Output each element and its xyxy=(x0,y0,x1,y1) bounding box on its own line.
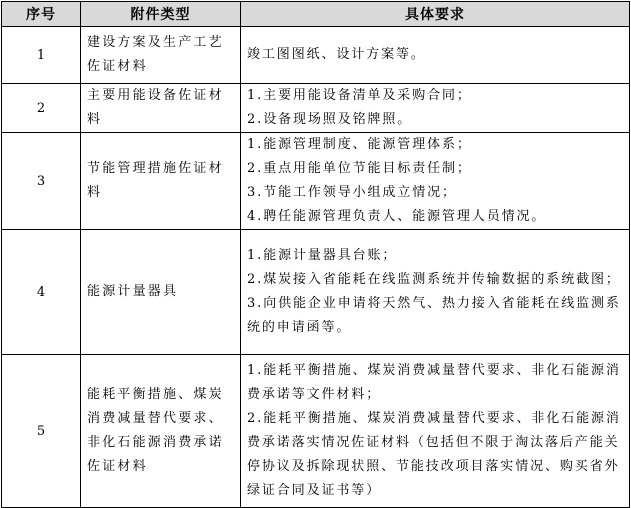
requirement-item: 4.聘任能源管理负责人、能源管理人员情况。 xyxy=(247,209,547,224)
header-type: 附件类型 xyxy=(81,2,241,27)
requirement-item: 竣工图图纸、设计方案等。 xyxy=(247,47,426,62)
header-row xyxy=(2,2,630,27)
row-index: 4 xyxy=(2,230,81,355)
header-requirement: 具体要求 xyxy=(241,2,630,27)
requirement-item: 1.能耗平衡措施、煤炭消费减量替代要求、非化石能源消费承诺等文件材料； xyxy=(247,363,621,402)
requirement-item: 3.节能工作领导小组成立情况； xyxy=(247,185,457,200)
row-index: 3 xyxy=(2,133,81,230)
requirement-item: 2.设备现场照及铭牌照。 xyxy=(247,112,413,127)
table-row xyxy=(2,27,630,84)
row-index: 1 xyxy=(2,27,81,84)
row-type: 能源计量器具 xyxy=(81,230,241,355)
row-requirement xyxy=(241,133,630,230)
requirements-table xyxy=(1,1,630,508)
requirement-item: 1.主要用能设备清单及采购合同； xyxy=(247,88,472,103)
row-type: 主要用能设备佐证材料 xyxy=(81,84,241,133)
requirement-item: 2.重点用能单位节能目标责任制； xyxy=(247,161,472,176)
requirement-item: 1.能源管理制度、能源管理体系； xyxy=(247,137,472,152)
requirement-item: 2.能耗平衡措施、煤炭消费减量替代要求、非化石能源消费承诺落实情况佐证材料（包括但不限于淘汰落后产能关停协议及拆除现状照、节能技改项目落实情况、购买省外绿证合同及证书等） xyxy=(247,411,621,498)
row-type: 节能管理措施佐证材料 xyxy=(81,133,241,230)
requirement-item: 3.向供能企业申请将天然气、热力接入省能耗在线监测系统的申请函等。 xyxy=(247,296,621,335)
row-index: 5 xyxy=(2,355,81,508)
row-requirement xyxy=(241,27,630,84)
row-requirement xyxy=(241,355,630,508)
header-index: 序号 xyxy=(2,2,81,27)
table-row xyxy=(2,133,630,230)
row-type: 能耗平衡措施、煤炭消费减量替代要求、非化石能源消费承诺佐证材料 xyxy=(81,355,241,508)
table-row xyxy=(2,84,630,133)
row-index: 2 xyxy=(2,84,81,133)
table-row xyxy=(2,355,630,508)
requirement-item: 2.煤炭接入省能耗在线监测系统并传输数据的系统截图； xyxy=(247,272,621,287)
table-row xyxy=(2,230,630,355)
row-requirement xyxy=(241,230,630,355)
row-type: 建设方案及生产工艺佐证材料 xyxy=(81,27,241,84)
row-requirement xyxy=(241,84,630,133)
requirement-item: 1.能源计量器具台账； xyxy=(247,248,398,263)
